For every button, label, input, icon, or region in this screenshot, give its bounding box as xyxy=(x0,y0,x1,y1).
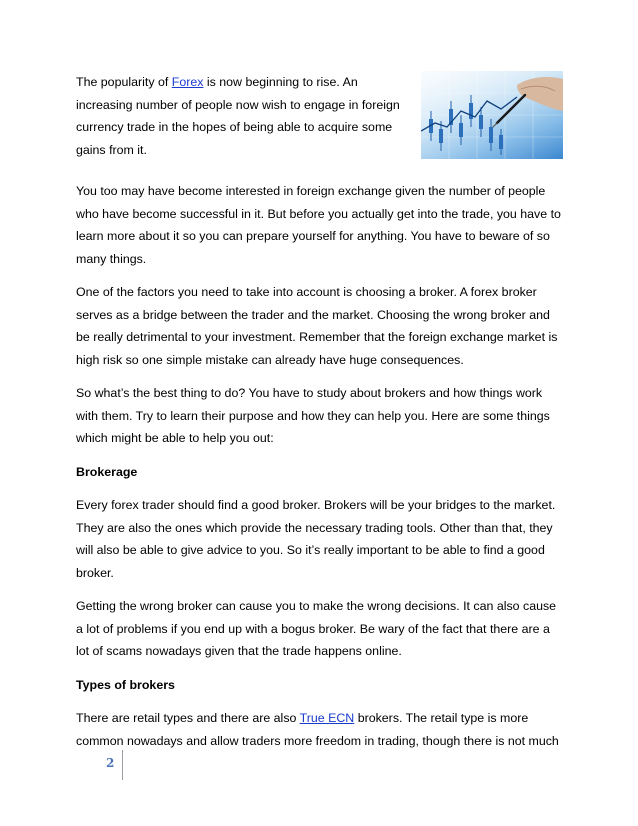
heading-brokerage: Brokerage xyxy=(76,464,138,479)
paragraph-1: You too may have become interested in foreign exchange given the number of people who have become successful in it. But before you actually get into the trade, you have to learn more about it so you can prepare yourself for anything. You have to beware of so many things. xyxy=(76,184,561,266)
intro-text-end: is now beginning to rise. An increasing number of people now wish to engage in foreign currency trade in the hopes of being able to acquire some gains from it. xyxy=(76,75,400,157)
paragraph-5: Getting the wrong broker can cause you to make the wrong decisions. It can also cause a lot of problems if you end up with a bogus broker. Be wary of the fact that there are a lot of scams nowadays given that the trade happens online. xyxy=(76,599,557,658)
document-body xyxy=(76,71,566,763)
page-number: 2 xyxy=(106,756,115,770)
paragraph-6 xyxy=(76,707,566,752)
true-ecn-link[interactable]: True ECN xyxy=(299,711,355,725)
intro-block xyxy=(76,71,566,171)
paragraph-6-start: There are retail types and there are also xyxy=(76,711,300,725)
chart-photo-icon xyxy=(421,71,563,159)
paragraph-6-end: brokers. The retail type is more common nowadays and allow traders more freedom in trading, though there is not much xyxy=(76,711,559,748)
footer-divider xyxy=(122,750,123,780)
page-footer xyxy=(95,748,135,780)
forex-link[interactable]: Forex xyxy=(171,75,204,89)
chart-photo-graphic xyxy=(421,71,563,159)
heading-types-of-brokers: Types of brokers xyxy=(76,677,175,692)
paragraph-2: One of the factors you need to take into account is choosing a broker. A forex broker serves as a bridge between the trader and the market. Choosing the wrong broker and be really detrimental to your investment. Remember that the foreign exchange market is high risk so one simple mistake can already have huge consequences. xyxy=(76,285,558,367)
intro-paragraph xyxy=(76,71,411,161)
paragraph-3: So what’s the best thing to do? You have to study about brokers and how things work with them. Try to learn their purpose and how they can help you. Here are some things which might be able to help you out: xyxy=(76,386,550,445)
paragraph-4: Every forex trader should find a good broker. Brokers will be your bridges to the market. They are also the ones which provide the necessary trading tools. Other than that, they will also be able to give advice to you. So it’s really important to be able to find a good broker. xyxy=(76,498,556,580)
intro-text-start: The popularity of xyxy=(76,75,172,89)
